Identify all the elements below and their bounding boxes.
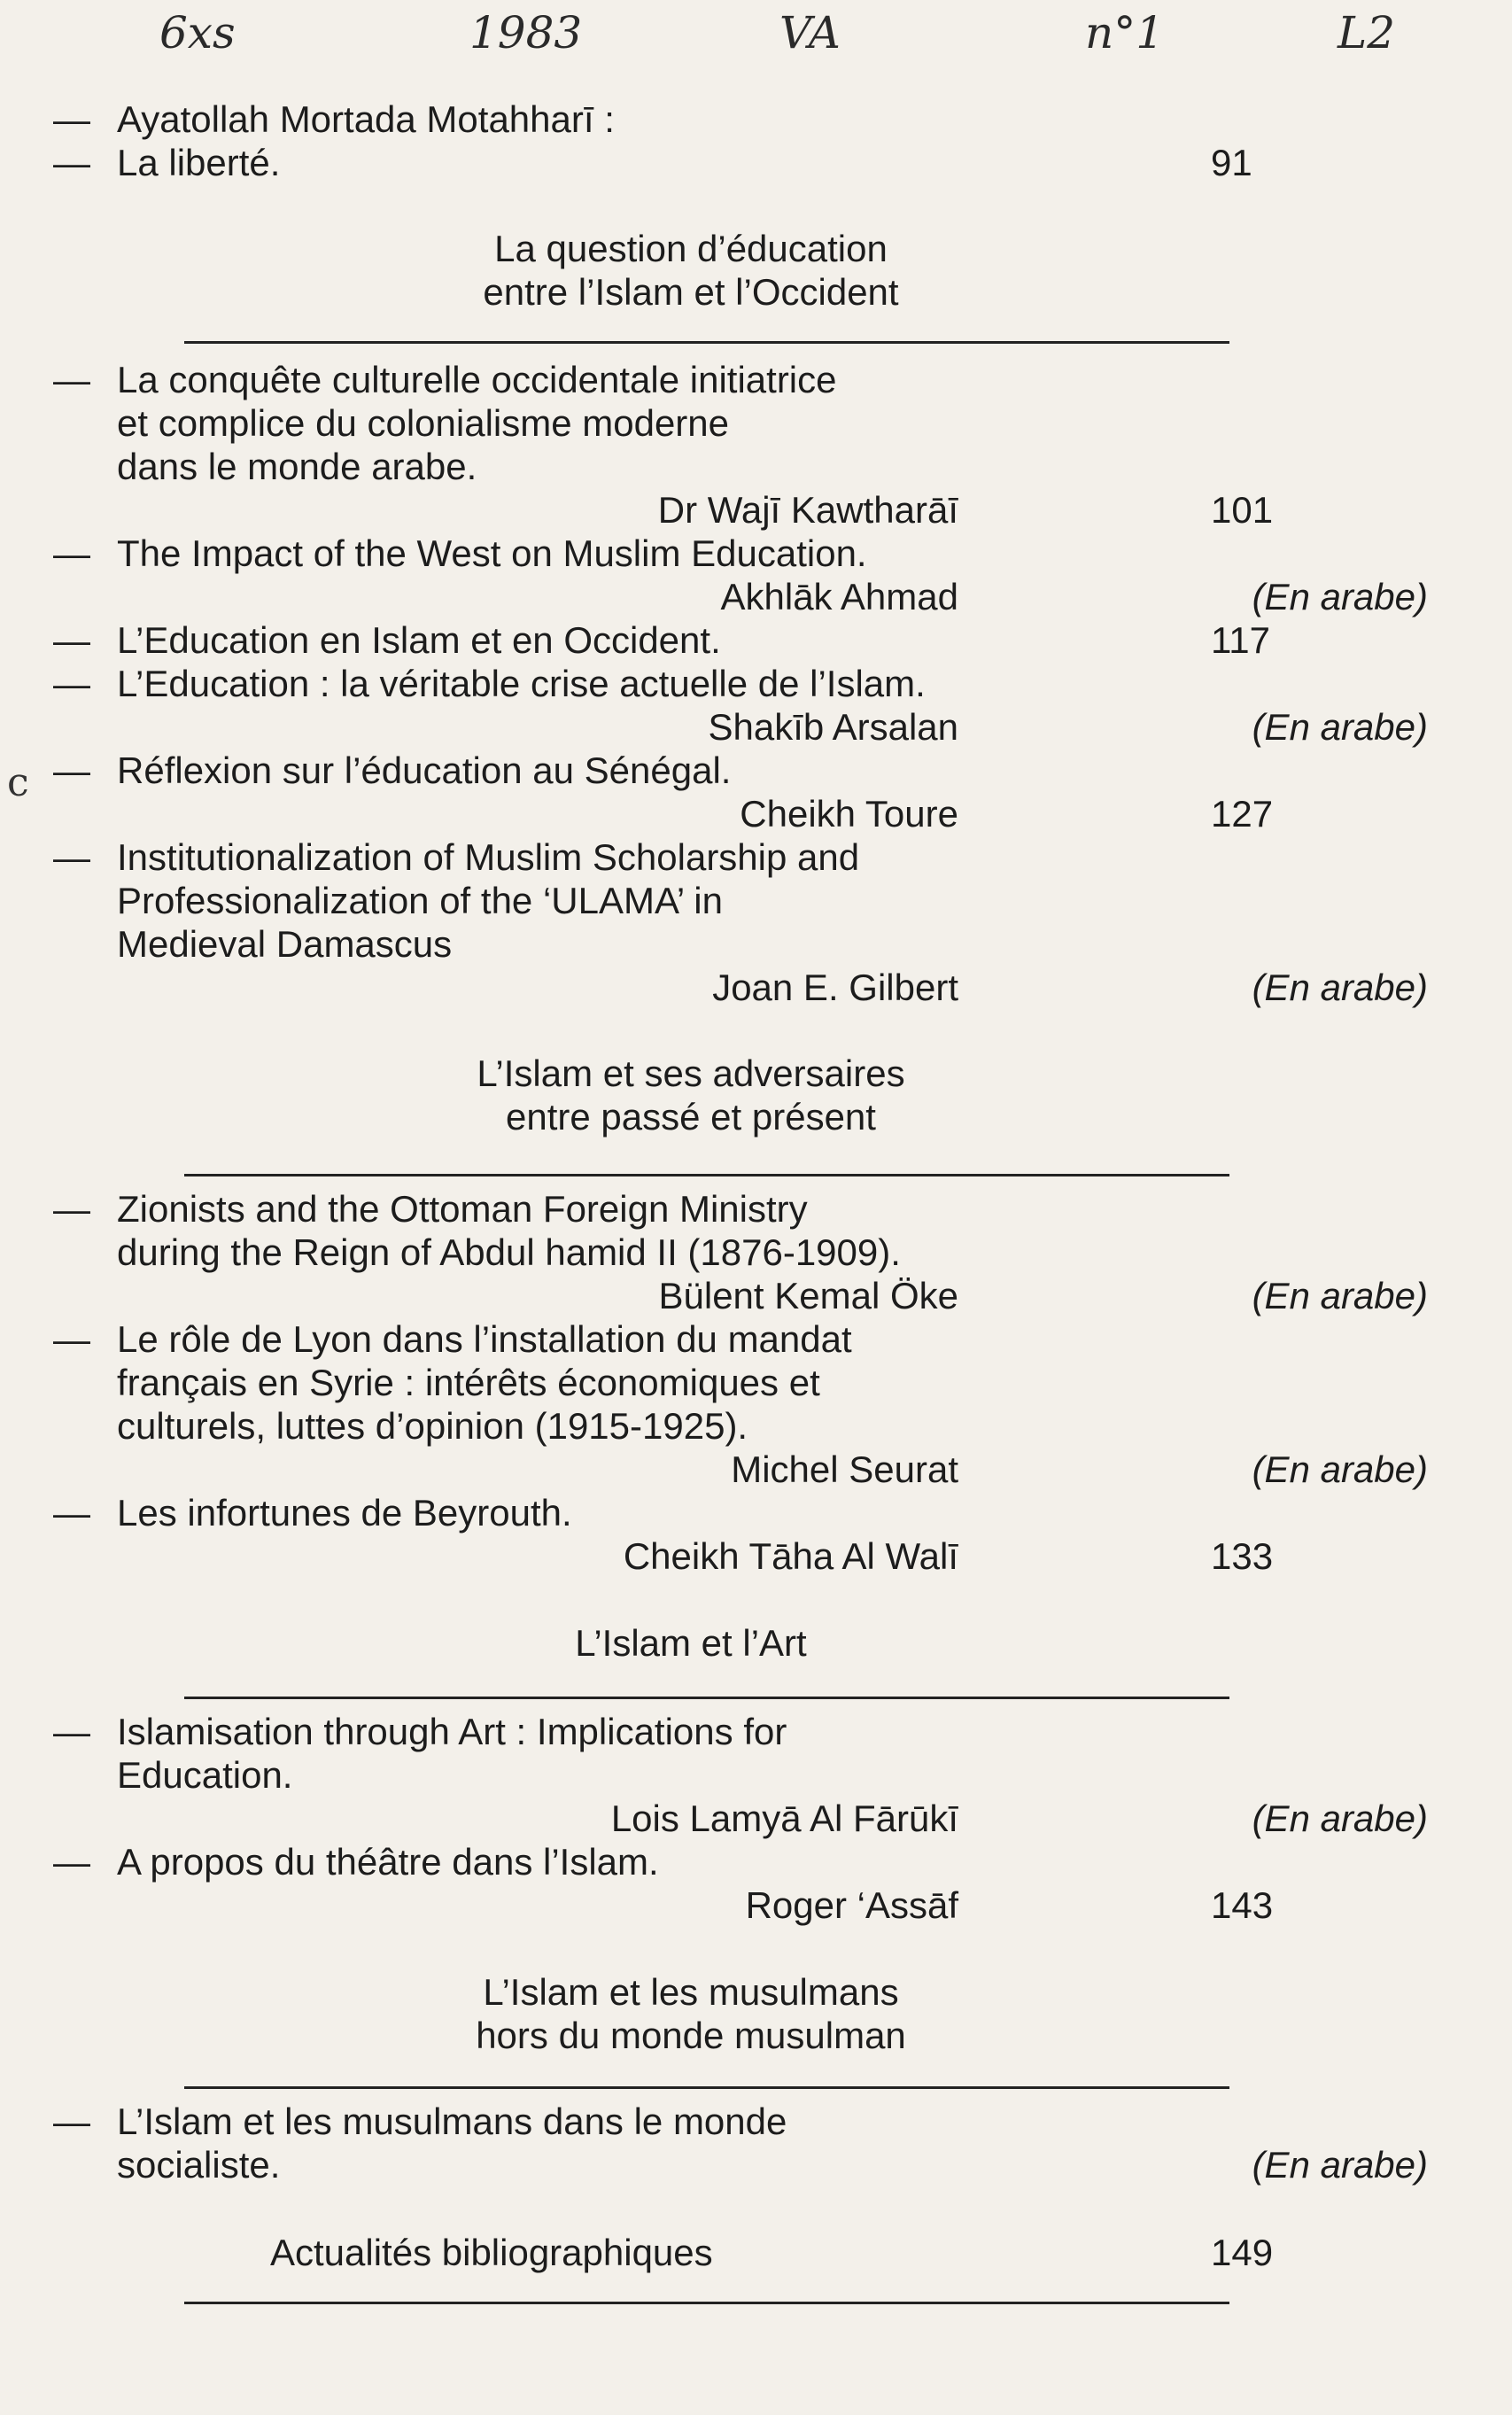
entry-page: 101: [1211, 489, 1274, 531]
entry-dash: —: [53, 1318, 90, 1360]
entry-title: socialiste.: [117, 2144, 281, 2186]
section-title: hors du monde musulman: [476, 2015, 906, 2056]
entry-dash: —: [53, 1188, 90, 1230]
entry-title: Institutionalization of Muslim Scholarship and: [117, 836, 860, 878]
entry-title: A propos du théâtre dans l’Islam.: [117, 1841, 659, 1883]
entry-title: Professionalization of the ‘ULAMA’ in: [117, 880, 723, 921]
handwritten-mark-shelf: L2: [1338, 7, 1396, 58]
entry-dash: —: [53, 1841, 90, 1883]
entry-dash: —: [53, 359, 90, 400]
entry-author: Akhlāk Ahmad: [720, 576, 958, 617]
entry-dash: —: [53, 142, 90, 183]
entry-language-note: (En arabe): [1252, 1275, 1428, 1316]
entry-dash: —: [53, 619, 90, 661]
entry-dash: —: [53, 836, 90, 878]
section-rule: [184, 2086, 1229, 2089]
entry-title: Les infortunes de Beyrouth.: [117, 1492, 572, 1534]
entry-title: dans le monde arabe.: [117, 446, 477, 487]
entry-title: culturels, luttes d’opinion (1915-1925).: [117, 1405, 748, 1447]
entry-title: La liberté.: [117, 142, 281, 183]
entry-dash: —: [53, 98, 90, 140]
bibliography-title: Actualités bibliographiques: [270, 2232, 713, 2273]
section-rule: [184, 341, 1229, 344]
entry-title: La conquête culturelle occidentale initiatrice: [117, 359, 837, 400]
section-rule: [184, 1174, 1229, 1176]
entry-title: Zionists and the Ottoman Foreign Ministry: [117, 1188, 808, 1230]
entry-dash: —: [53, 2101, 90, 2142]
entry-author-line: Ayatollah Mortada Motahharī :: [117, 98, 615, 140]
entry-dash: —: [53, 1711, 90, 1752]
entry-page: 117: [1211, 619, 1270, 661]
entry-author: Cheikh Toure: [740, 793, 958, 835]
entry-author: Bülent Kemal Öke: [658, 1275, 958, 1316]
entry-title: Medieval Damascus: [117, 923, 453, 965]
entry-title: L’Islam et les musulmans dans le monde: [117, 2101, 787, 2142]
entry-dash: —: [53, 532, 90, 574]
entry-title: Islamisation through Art : Implications for: [117, 1711, 787, 1752]
margin-mark: c: [7, 760, 29, 805]
entry-language-note: (En arabe): [1252, 967, 1428, 1008]
entry-author: Dr Wajī Kawtharāī: [657, 489, 958, 531]
entry-author: Lois Lamyā Al Fārūkī: [610, 1798, 958, 1839]
entry-dash: —: [53, 1492, 90, 1534]
entry-dash: —: [53, 663, 90, 704]
entry-dash: —: [53, 749, 90, 791]
section-title: L’Islam et l’Art: [575, 1622, 807, 1664]
entry-title: Education.: [117, 1754, 293, 1796]
section-title: entre l’Islam et l’Occident: [483, 271, 899, 313]
entry-page: 133: [1211, 1535, 1274, 1577]
entry-language-note: (En arabe): [1252, 706, 1428, 748]
entry-language-note: (En arabe): [1252, 2144, 1428, 2186]
entry-page: 143: [1211, 1884, 1274, 1926]
entry-author: Joan E. Gilbert: [712, 967, 958, 1008]
handwritten-mark-number: n°1: [1085, 7, 1165, 58]
handwritten-mark-code: 6xs: [159, 7, 236, 58]
section-title: L’Islam et ses adversaires: [477, 1052, 905, 1094]
entry-author: Roger ‘Assāf: [745, 1884, 958, 1926]
bibliography-page: 149: [1211, 2232, 1274, 2273]
entry-title: L’Education en Islam et en Occident.: [117, 619, 721, 661]
entry-language-note: (En arabe): [1252, 576, 1428, 617]
entry-title: L’Education : la véritable crise actuelle de l’Islam.: [117, 663, 926, 704]
entry-language-note: (En arabe): [1252, 1448, 1428, 1490]
entry-title: during the Reign of Abdul hamid II (1876-1909).: [117, 1231, 901, 1273]
entry-language-note: (En arabe): [1252, 1798, 1428, 1839]
entry-title: et complice du colonialisme moderne: [117, 402, 730, 444]
entry-title: The Impact of the West on Muslim Education.: [117, 532, 867, 574]
entry-page: 127: [1211, 793, 1274, 835]
section-title: L’Islam et les musulmans: [483, 1971, 899, 2013]
section-title: La question d’éducation: [494, 228, 888, 269]
section-rule: [184, 2302, 1229, 2304]
entry-author: Cheikh Tāha Al Walī: [623, 1535, 958, 1577]
entry-title: Réflexion sur l’éducation au Sénégal.: [117, 749, 732, 791]
section-title: entre passé et présent: [506, 1096, 876, 1138]
entry-title: Le rôle de Lyon dans l’installation du mandat: [117, 1318, 852, 1360]
entry-page: 91: [1211, 142, 1252, 183]
entry-author: Michel Seurat: [731, 1448, 958, 1490]
entry-title: français en Syrie : intérêts économiques et: [117, 1362, 820, 1403]
section-rule: [184, 1697, 1229, 1699]
handwritten-mark-volume: VA: [779, 7, 841, 58]
handwritten-mark-year: 1983: [469, 7, 583, 58]
entry-author: Shakīb Arsalan: [708, 706, 958, 748]
